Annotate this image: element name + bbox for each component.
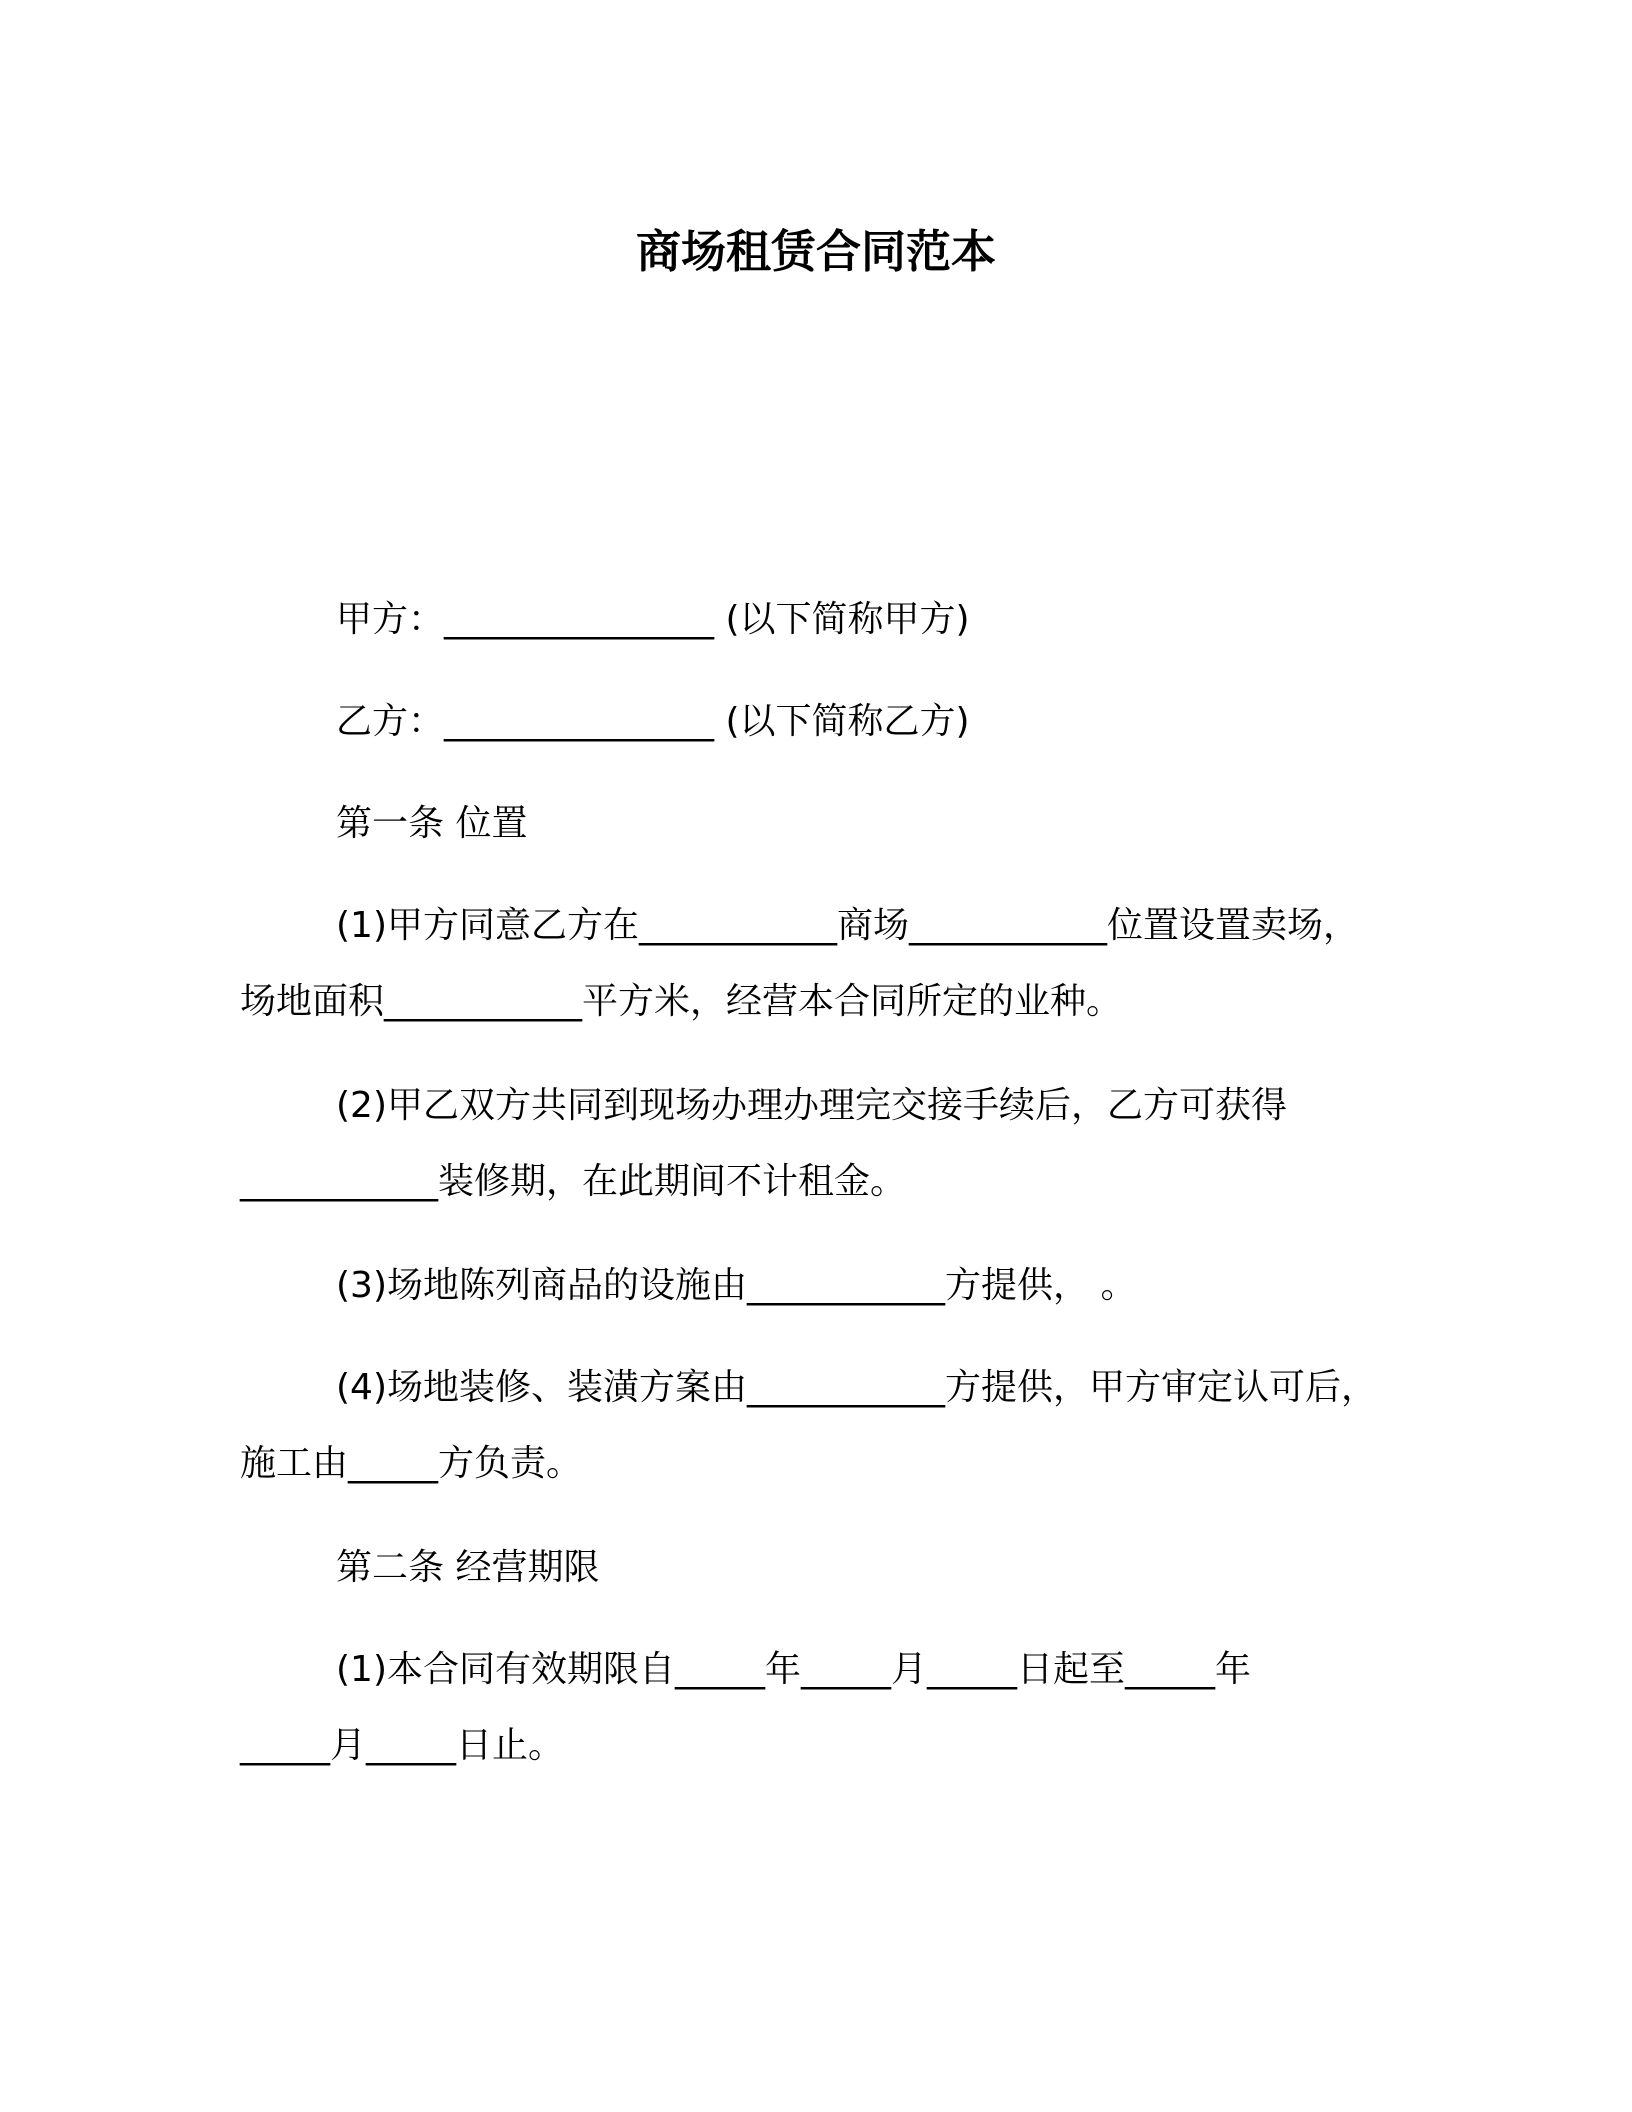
party-a-line: 甲方：_______________ (以下简称甲方) [336, 599, 970, 640]
article-1-clause-2-line-1: (2)甲乙双方共同到现场办理办理完交接手续后，乙方可获得 [336, 1085, 1287, 1126]
article-1-clause-1 [240, 888, 1400, 1040]
article-1-clause-1-line-2: 场地面积___________平方米，经营本合同所定的业种。 [240, 981, 1123, 1022]
article-1-clause-4-line-1: (4)场地装修、装潢方案由___________方提供，甲方审定认可后， [336, 1367, 1377, 1408]
article-1-clause-4 [240, 1350, 1400, 1502]
article-1-clause-1-line-1: (1)甲方同意乙方在___________商场___________位置设置卖场， [336, 905, 1359, 946]
article-2-clause-1 [240, 1632, 1400, 1784]
article-2-heading: 第二条 经营期限 [336, 1547, 600, 1588]
party-b-line: 乙方：_______________ (以下简称乙方) [336, 701, 970, 742]
document-title: 商场租赁合同范本 [635, 225, 996, 278]
article-1-heading: 第一条 位置 [336, 803, 528, 844]
article-2-clause-1-line-2: _____月_____日止。 [240, 1725, 565, 1766]
article-1-clause-2-line-2: ___________装修期，在此期间不计租金。 [240, 1161, 907, 1202]
article-1-clause-2 [240, 1068, 1400, 1220]
article-1-clause-3: (3)场地陈列商品的设施由___________方提供， 。 [336, 1265, 1137, 1306]
article-2-clause-1-line-1: (1)本合同有效期限自_____年_____月_____日起至_____年 [336, 1649, 1251, 1690]
article-1-clause-4-line-2: 施工由_____方负责。 [240, 1443, 583, 1484]
